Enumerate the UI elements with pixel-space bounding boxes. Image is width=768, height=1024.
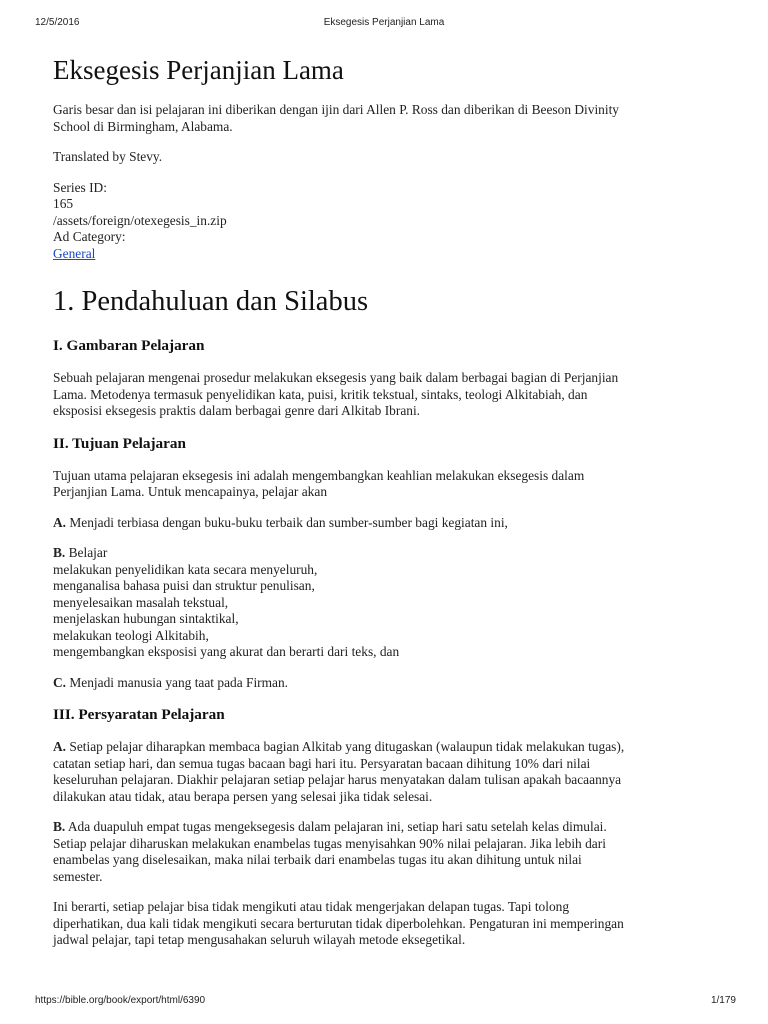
goal-subitem: mengembangkan eksposisi yang akurat dan berarti dari teks, dan bbox=[53, 644, 400, 659]
print-url: https://bible.org/book/export/html/6390 bbox=[35, 995, 206, 1006]
text-line: Tujuan utama pelajaran eksegesis ini adalah mengembangkan keahlian melakukan eksegesis dalam bbox=[53, 467, 585, 483]
goal-item-b bbox=[53, 545, 723, 661]
intro-line: Garis besar dan isi pelajaran ini diberikan dengan ijin dari Allen P. Ross dan diberikan di Beeson Divinity bbox=[53, 102, 620, 117]
translator-credit: Translated by Stevy. bbox=[53, 149, 163, 164]
text-line: dilakukan atau tidak, atau berapa persen yang selesai jika tidak selesai. bbox=[53, 788, 433, 804]
item-text: Menjadi manusia yang taat pada Firman. bbox=[66, 674, 289, 690]
text-line: Perjanjian Lama. Untuk mencapainya, pelajar akan bbox=[53, 484, 328, 499]
goal-subitem: melakukan penyelidikan kata secara menyeluruh, bbox=[53, 561, 318, 577]
goal-subitem: menyelesaikan masalah tekstual, bbox=[53, 594, 229, 610]
item-text: Menjadi terbiasa dengan buku-buku terbaik dan sumber-sumber bagi kegiatan ini, bbox=[66, 514, 508, 530]
text-line: jadwal pelajar, tapi tetap mengusahakan seluruh wilayah metode eksegetikal. bbox=[53, 932, 466, 947]
item-text: Belajar bbox=[65, 545, 108, 560]
text-line: Setiap pelajar diharapkan membaca bagian Alkitab yang ditugaskan (walaupun tidak melakukan tugas), bbox=[66, 739, 625, 754]
requirement-item-a bbox=[53, 739, 723, 805]
asset-path: /assets/foreign/otexegesis_in.zip bbox=[53, 212, 227, 228]
item-label: B. bbox=[53, 819, 66, 834]
chapter-title: 1. Pendahuluan dan Silabus bbox=[53, 286, 369, 317]
item-label: A. bbox=[53, 514, 67, 530]
text-line: Ini berarti, setiap pelajar bisa tidak mengikuti atau tidak mengerjakan delapan tugas. Tapi tolong bbox=[53, 899, 570, 914]
text-line: eksposisi eksegesis praktis dalam berbagai genre dari Alkitab Ibrani. bbox=[53, 403, 421, 418]
ad-category-label: Ad Category: bbox=[53, 229, 126, 244]
series-id-value: 165 bbox=[53, 196, 74, 211]
text-line: Ada duapuluh empat tugas mengeksegesis dalam pelajaran ini, setiap hari satu setelah kelas dimulai. bbox=[65, 819, 607, 834]
requirement-item-b bbox=[53, 819, 723, 885]
ad-category-link[interactable]: General bbox=[53, 245, 96, 261]
print-header bbox=[0, 17, 768, 31]
goal-item-a bbox=[53, 515, 723, 532]
item-label: A. bbox=[53, 739, 67, 754]
series-id-label: Series ID: bbox=[53, 179, 107, 195]
text-line: enambelas yang diselesaikan, maka nilai terbaik dari enambelas tugas itu akan dihitung untuk nilai bbox=[53, 852, 582, 867]
section-heading-goals: II. Tujuan Pelajaran bbox=[53, 434, 186, 452]
document-body bbox=[53, 52, 723, 963]
text-line: Setiap pelajar diharuskan melakukan enambelas tugas menyisahkan 90% nilai pelajaran. Jika lebih dari bbox=[53, 835, 606, 851]
page-title: Eksegesis Perjanjian Lama bbox=[53, 55, 344, 85]
section-heading-overview: I. Gambaran Pelajaran bbox=[53, 337, 205, 354]
item-label: B. bbox=[53, 545, 66, 560]
print-date: 12/5/2016 bbox=[35, 17, 80, 28]
section-heading-requirements: III. Persyaratan Pelajaran bbox=[53, 706, 225, 723]
goals-intro-paragraph bbox=[53, 468, 723, 501]
page-counter: 1/179 bbox=[710, 995, 736, 1006]
intro-line: School di Birmingham, Alabama. bbox=[53, 118, 233, 134]
text-line: diperhatikan, dua kali tidak mengikuti secara berturutan tidak diperbolehkan. Pengaturan ini memperingan bbox=[53, 915, 624, 931]
text-line: keseluruhan pelajaran. Diakhir pelajaran setiap pelajar harus menyatakan dalam tulisan apakah bacaannya bbox=[53, 772, 622, 787]
series-metadata bbox=[53, 180, 723, 263]
overview-paragraph bbox=[53, 370, 723, 420]
text-line: semester. bbox=[53, 868, 103, 884]
text-line: Lama. Metodenya termasuk penyelidikan kata, puisi, kritik tekstual, sintaks, teologi Alkitabiah, dan bbox=[53, 386, 588, 402]
print-title: Eksegesis Perjanjian Lama bbox=[323, 17, 445, 28]
goal-subitem: menjelaskan hubungan sintaktikal, bbox=[53, 611, 239, 626]
goal-item-c bbox=[53, 675, 723, 692]
requirement-note-paragraph bbox=[53, 899, 723, 949]
intro-paragraph bbox=[53, 102, 723, 135]
goal-subitem: melakukan teologi Alkitabih, bbox=[53, 627, 209, 643]
text-line: Sebuah pelajaran mengenai prosedur melakukan eksegesis yang baik dalam berbagai bagian di Perjanjian bbox=[53, 370, 619, 385]
text-line: catatan setiap hari, dan semua tugas bacaan bagi hari itu. Persyaratan bacaan dihitung 10% dari nilai bbox=[53, 755, 591, 771]
print-footer bbox=[0, 995, 768, 1009]
goal-subitem: menganalisa bahasa puisi dan struktur penulisan, bbox=[53, 578, 315, 593]
item-label: C. bbox=[53, 674, 67, 690]
